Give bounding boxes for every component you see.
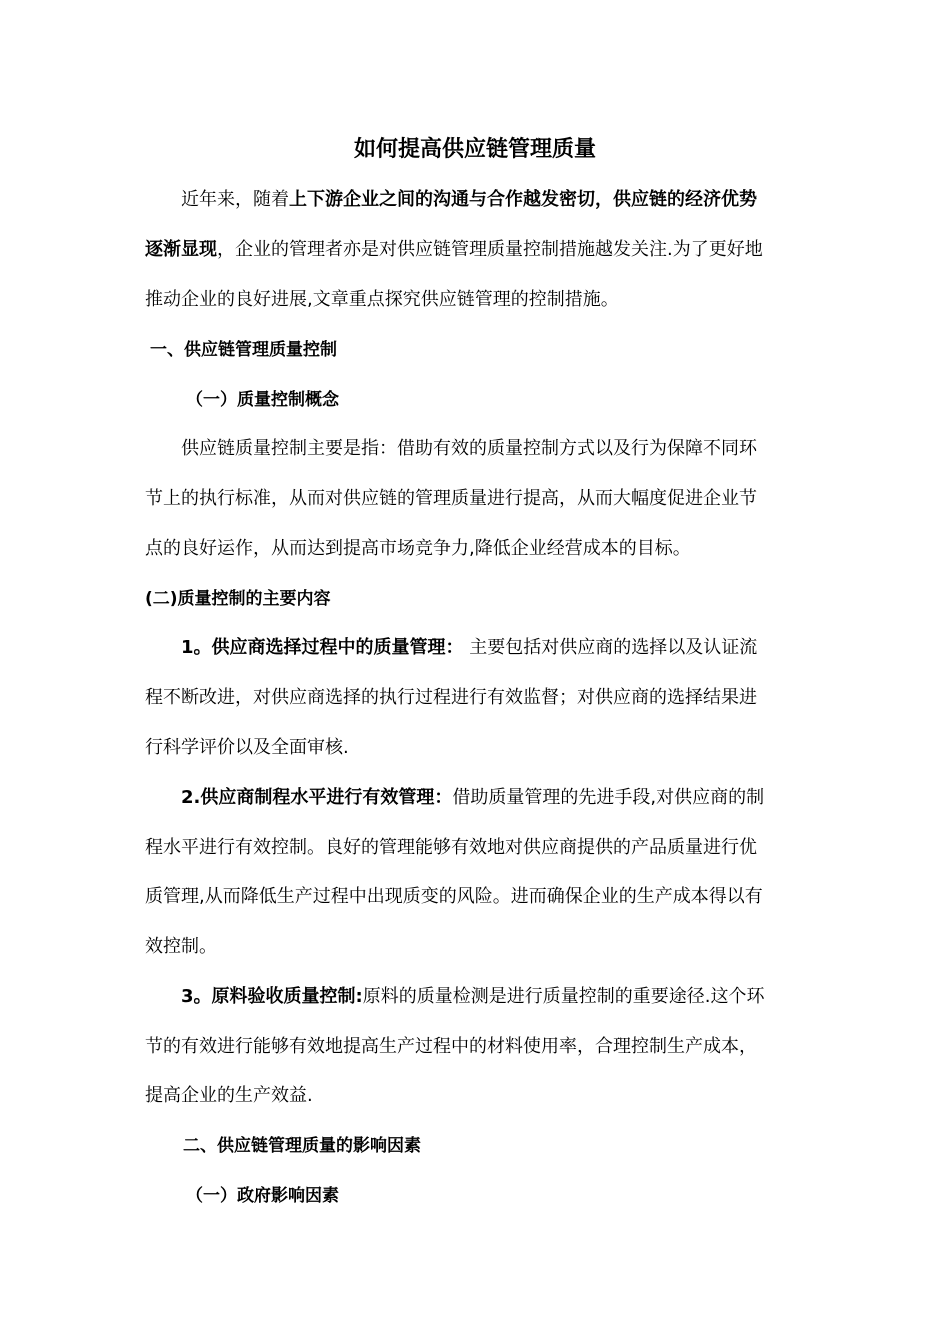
item-2-line-1 <box>145 773 810 823</box>
item-2-text: 借助质量管理的先进手段,对供应商的制 <box>452 787 765 808</box>
concept-line-2: 节上的执行标准，从而对供应链的管理质量进行提高，从而大幅度促进企业节 <box>145 488 757 509</box>
concept-line-1: 供应链质量控制主要是指：借助有效的质量控制方式以及行为保障不同环 <box>181 438 757 459</box>
section-1-sub-2-heading: (二)质量控制的主要内容 <box>145 589 331 609</box>
intro-line-2 <box>145 225 810 275</box>
item-3-line-2: 节的有效进行能够有效地提高生产过程中的材料使用率，合理控制生产成本， <box>145 1036 757 1057</box>
section-2-sub-1-heading: （一）政府影响因素 <box>186 1186 339 1206</box>
section-1-sub-1-heading: （一）质量控制概念 <box>186 390 339 410</box>
intro-emphasis: 逐渐显现 <box>145 239 217 260</box>
intro-emphasis: 上下游企业之间的沟通与合作越发密切，供应链的经济优势 <box>289 189 757 210</box>
item-1-text: 主要包括对供应商的选择以及认证流 <box>463 637 758 658</box>
item-1-line-3: 行科学评价以及全面审核. <box>145 737 349 758</box>
item-1-line-1 <box>145 623 810 673</box>
item-3-line-1 <box>145 972 810 1022</box>
intro-line-3: 推动企业的良好进展,文章重点探究供应链管理的控制措施。 <box>145 289 619 310</box>
item-3-text: 原料的质量检测是进行质量控制的重要途径.这个环 <box>362 986 765 1007</box>
section-1-heading: 一、供应链管理质量控制 <box>150 340 337 360</box>
intro-text: 近年来，随着 <box>181 189 289 210</box>
item-3-line-3: 提高企业的生产效益. <box>145 1085 313 1106</box>
intro-line-1 <box>145 175 810 225</box>
item-2-line-4: 效控制。 <box>145 936 217 957</box>
item-2-label: 2.供应商制程水平进行有效管理： <box>181 787 453 808</box>
item-2-line-3: 质管理,从而降低生产过程中出现质变的风险。进而确保企业的生产成本得以有 <box>145 886 763 907</box>
section-2-heading: 二、供应链管理质量的影响因素 <box>183 1136 421 1156</box>
item-1-line-2: 程不断改进，对供应商选择的执行过程进行有效监督；对供应商的选择结果进 <box>145 687 757 708</box>
intro-text: ，企业的管理者亦是对供应链管理质量控制措施越发关注.为了更好地 <box>217 239 763 260</box>
item-1-label: 1。供应商选择过程中的质量管理： <box>181 637 464 658</box>
document-title: 如何提高供应链管理质量 <box>353 137 596 162</box>
concept-line-3: 点的良好运作，从而达到提高市场竞争力,降低企业经营成本的目标。 <box>145 538 691 559</box>
item-3-label: 3。原料验收质量控制: <box>181 986 363 1007</box>
item-2-line-2: 程水平进行有效控制。良好的管理能够有效地对供应商提供的产品质量进行优 <box>145 837 757 858</box>
